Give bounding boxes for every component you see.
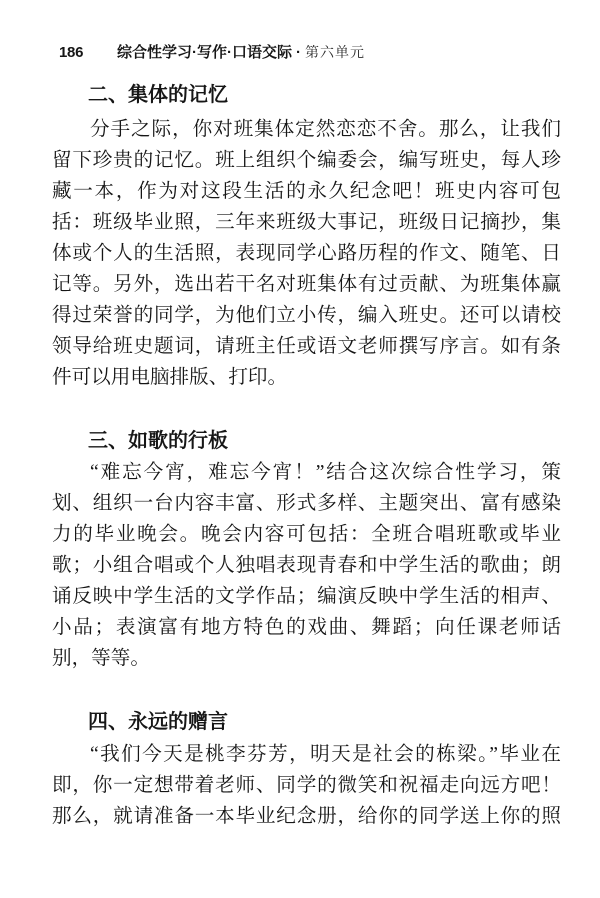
text-line: “我们今天是桃李芬芳，明天是社会的栋梁。”毕业在 [90, 744, 561, 765]
unit-label: 第六单元 [305, 46, 365, 61]
text-line: 歌；小组合唱或个人独唱表现青春和中学生活的歌曲；朗 [52, 555, 561, 576]
text-line: 得过荣誉的同学，为他们立小传，编入班史。还可以请校 [52, 305, 561, 326]
section-heading-collective-memory: 二、集体的记忆 [88, 84, 228, 106]
text-line: 别，等等。 [52, 648, 150, 669]
text-line: 力的毕业晚会。晚会内容可包括：全班合唱班歌或毕业 [52, 524, 561, 545]
page-number: 186 [59, 44, 84, 61]
text-line: 体或个人的生活照，表现同学心路历程的作文、随笔、日 [52, 243, 561, 264]
text-line: 件可以用电脑排版、打印。 [52, 367, 288, 388]
text-line: 即，你一定想带着老师、同学的微笑和祝福走向远方吧！ [52, 775, 561, 796]
text-line: 括：班级毕业照，三年来班级大事记，班级日记摘抄，集 [52, 212, 561, 233]
section-paragraph-collective-memory [52, 114, 561, 393]
running-title [117, 43, 365, 64]
section-heading-eternal-message: 四、永远的赠言 [88, 711, 228, 733]
text-line: 那么，就请准备一本毕业纪念册，给你的同学送上你的照 [52, 806, 561, 827]
text-line: 藏一本，作为对这段生活的永久纪念吧！班史内容可包 [52, 181, 561, 202]
text-line: 留下珍贵的记忆。班上组织个编委会，编写班史，每人珍 [52, 150, 561, 171]
running-title-text: 综合性学习·写作·口语交际 [117, 44, 292, 61]
running-title-separator: · [296, 44, 301, 61]
text-line: 划、组织一台内容丰富、形式多样、主题突出、富有感染 [52, 493, 561, 514]
text-line: 分手之际，你对班集体定然恋恋不舍。那么，让我们 [90, 119, 561, 140]
section-paragraph-song-andante [52, 457, 561, 674]
page-header [0, 43, 600, 63]
section-heading-song-andante: 三、如歌的行板 [88, 430, 228, 452]
text-line: 记等。另外，选出若干名对班集体有过贡献、为班集体赢 [52, 274, 561, 295]
section-paragraph-eternal-message [52, 739, 561, 832]
text-line: “难忘今宵，难忘今宵！”结合这次综合性学习，策 [90, 462, 561, 483]
text-line: 小品；表演富有地方特色的戏曲、舞蹈；向任课老师话 [52, 617, 561, 638]
text-line: 领导给班史题词，请班主任或语文老师撰写序言。如有条 [52, 336, 561, 357]
text-line: 诵反映中学生活的文学作品；编演反映中学生活的相声、 [52, 586, 561, 607]
